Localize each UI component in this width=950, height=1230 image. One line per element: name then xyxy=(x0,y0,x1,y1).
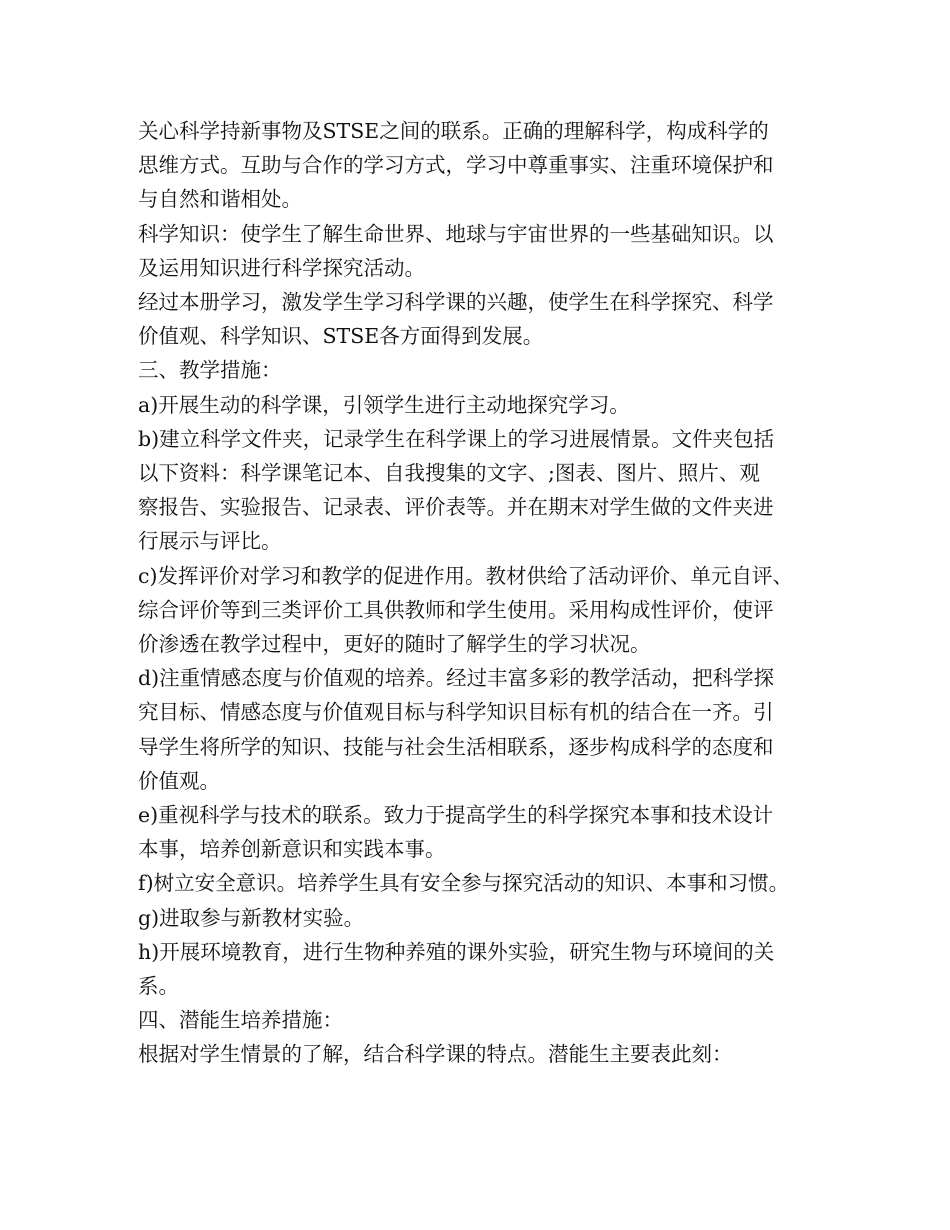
text-line: 究目标、情感态度与价值观目标与科学知识目标有机的结合在一齐。引 xyxy=(138,700,774,725)
text-line: 行展示与评比。 xyxy=(138,529,282,554)
text-line: 价值观。 xyxy=(138,768,220,793)
text-line: a)开展生动的科学课，引领学生进行主动地探究学习。 xyxy=(138,392,630,417)
text-line: b)建立科学文件夹，记录学生在科学课上的学习进展情景。文件夹包括 xyxy=(138,426,775,451)
section-heading: 三、教学措施： xyxy=(138,358,282,383)
text-line: 价值观、科学知识、STSE各方面得到发展。 xyxy=(138,324,544,349)
text-line: 科学知识：使学生了解生命世界、地球与宇宙世界的一些基础知识。以 xyxy=(138,221,774,246)
text-line: 系。 xyxy=(138,974,179,999)
text-line: 与自然和谐相处。 xyxy=(138,187,302,212)
text-line: e)重视科学与技术的联系。致力于提高学生的科学探究本事和技术设计 xyxy=(138,803,774,828)
section-heading: 四、潜能生培养措施： xyxy=(138,1008,343,1033)
text-line: 思维方式。互助与合作的学习方式，学习中尊重事实、注重环境保护和 xyxy=(138,153,774,178)
text-line: 本事，培养创新意识和实践本事。 xyxy=(138,837,446,862)
text-line: 价渗透在教学过程中，更好的随时了解学生的学习状况。 xyxy=(138,632,651,657)
text-line: g)进取参与新教材实验。 xyxy=(138,905,365,930)
text-line: 综合评价等到三类评价工具供教师和学生使用。采用构成性评价，使评 xyxy=(138,597,774,622)
text-line: 以下资料：科学课笔记本、自我搜集的文字、;图表、图片、照片、观 xyxy=(138,461,760,486)
document-body xyxy=(138,114,828,1072)
text-line: 察报告、实验报告、记录表、评价表等。并在期末对学生做的文件夹进 xyxy=(138,495,774,520)
text-line: 及运用知识进行科学探究活动。 xyxy=(138,255,425,280)
text-line: 导学生将所学的知识、技能与社会生活相联系，逐步构成科学的态度和 xyxy=(138,734,774,759)
text-line: f)树立安全意识。培养学生具有安全参与探究活动的知识、本事和习惯。 xyxy=(138,871,790,896)
text-line: d)注重情感态度与价值观的培养。经过丰富多彩的教学活动，把科学探 xyxy=(138,666,775,691)
text-line: 关心科学持新事物及STSE之间的联系。正确的理解科学，构成科学的 xyxy=(138,119,769,143)
text-line: 根据对学生情景的了解，结合科学课的特点。潜能生主要表此刻： xyxy=(138,1042,733,1067)
text-line: 经过本册学习，激发学生学习科学课的兴趣，使学生在科学探究、科学 xyxy=(138,290,774,315)
text-line: h)开展环境教育，进行生物种养殖的课外实验，研究生物与环境间的关 xyxy=(138,939,775,964)
text-line: c)发挥评价对学习和教学的促进作用。教材供给了活动评价、单元自评、 xyxy=(138,563,793,588)
